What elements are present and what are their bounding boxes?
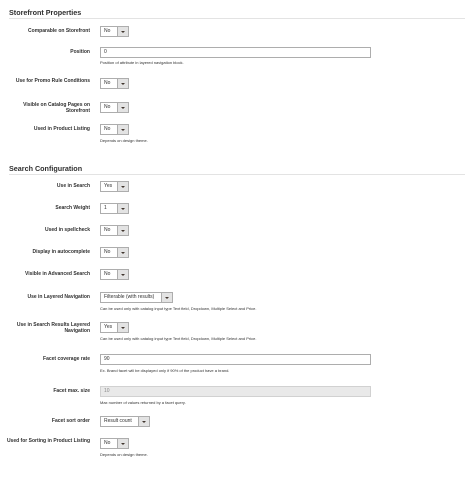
search-layered-nav-label: Use in Search Results Layered Navigation: [16, 322, 90, 334]
chevron-down-icon: [117, 182, 128, 191]
product-listing-select[interactable]: [100, 124, 129, 135]
spellcheck-value: No: [104, 227, 111, 233]
position-label: Position: [70, 49, 90, 55]
product-listing-value: No: [104, 126, 111, 132]
product-listing-row: [0, 124, 474, 143]
facet-sort-select[interactable]: [100, 416, 150, 427]
sorting-select[interactable]: [100, 438, 129, 449]
chevron-down-icon: [138, 417, 149, 426]
facet-coverage-note: Ex. Brand facet will be displayed only if 90% of the product have a brand.: [100, 368, 230, 373]
facet-max-size-label: Facet max. size: [53, 388, 90, 394]
sorting-label: Used for Sorting in Product Listing: [6, 438, 90, 444]
promo-value: No: [104, 80, 111, 86]
use-in-search-select[interactable]: [100, 181, 129, 192]
advanced-search-label: Visible in Advanced Search: [24, 271, 90, 277]
chevron-down-icon: [117, 204, 128, 213]
search-weight-label: Search Weight: [55, 205, 90, 211]
product-listing-label: Used in Product Listing: [33, 126, 90, 132]
autocomplete-value: No: [104, 249, 111, 255]
promo-select[interactable]: [100, 78, 129, 89]
search-layered-nav-note: Can be used only with catalog input type Text field, Dropdown, Multiple Select and Price.: [100, 336, 257, 341]
layered-nav-label: Use in Layered Navigation: [27, 294, 90, 300]
chevron-down-icon: [117, 439, 128, 448]
chevron-down-icon: [117, 79, 128, 88]
facet-sort-value: Result count: [104, 418, 132, 424]
search-layered-nav-select[interactable]: [100, 322, 129, 333]
chevron-down-icon: [161, 293, 172, 302]
search-section-title: Search Configuration: [9, 164, 83, 173]
chevron-down-icon: [117, 27, 128, 36]
sorting-note: Depends on design theme.: [100, 452, 148, 457]
facet-sort-label: Facet sort order: [51, 418, 90, 424]
visible-catalog-value: No: [104, 104, 111, 110]
layered-nav-value: Filterable (with results): [104, 294, 155, 300]
layered-nav-note: Can be used only with catalog input type Text field, Dropdown, Multiple Select and Price.: [100, 306, 257, 311]
section-divider: [9, 174, 465, 175]
use-in-search-value: Yes: [104, 183, 113, 189]
chevron-down-icon: [117, 323, 128, 332]
storefront-section-title: Storefront Properties: [9, 8, 82, 17]
promo-row: [0, 78, 474, 89]
comparable-row: [0, 26, 474, 37]
comparable-label: Comparable on Storefront: [28, 28, 90, 34]
search-weight-value: 1: [104, 205, 107, 211]
search-weight-select[interactable]: [100, 203, 129, 214]
search-weight-row: [0, 203, 474, 214]
facet-coverage-input[interactable]: 90: [100, 354, 371, 365]
product-listing-note: Depends on design theme.: [100, 138, 148, 143]
layered-nav-select[interactable]: [100, 292, 173, 303]
section-divider: [9, 18, 465, 19]
chevron-down-icon: [117, 103, 128, 112]
visible-catalog-select[interactable]: [100, 102, 129, 113]
spellcheck-select[interactable]: [100, 225, 129, 236]
spellcheck-label: Used in spellcheck: [44, 227, 90, 233]
sorting-row: [0, 438, 474, 457]
use-in-search-row: [0, 181, 474, 192]
autocomplete-select[interactable]: [100, 247, 129, 258]
chevron-down-icon: [117, 125, 128, 134]
facet-max-size-input: 10: [100, 386, 371, 397]
advanced-search-value: No: [104, 271, 111, 277]
advanced-search-row: [0, 269, 474, 280]
layered-nav-row: [0, 292, 474, 311]
chevron-down-icon: [117, 270, 128, 279]
position-input[interactable]: 0: [100, 47, 371, 58]
chevron-down-icon: [117, 248, 128, 257]
search-layered-nav-row: [0, 322, 474, 341]
promo-label: Use for Promo Rule Conditions: [15, 78, 90, 84]
visible-catalog-row: [0, 102, 474, 113]
search-layered-nav-value: Yes: [104, 324, 113, 330]
advanced-search-select[interactable]: [100, 269, 129, 280]
position-note: Position of attribute in layered navigation block.: [100, 60, 184, 65]
facet-coverage-label: Facet coverage rate: [43, 356, 90, 362]
autocomplete-row: [0, 247, 474, 258]
facet-sort-row: [0, 416, 474, 427]
comparable-value: No: [104, 28, 111, 34]
comparable-select[interactable]: [100, 26, 129, 37]
visible-catalog-label: Visible on Catalog Pages on Storefront: [23, 102, 90, 114]
sorting-value: No: [104, 440, 111, 446]
use-in-search-label: Use in Search: [56, 183, 90, 189]
facet-max-size-note: Max number of values returned by a facet query.: [100, 400, 186, 405]
spellcheck-row: [0, 225, 474, 236]
autocomplete-label: Display in autocomplete: [32, 249, 90, 255]
chevron-down-icon: [117, 226, 128, 235]
